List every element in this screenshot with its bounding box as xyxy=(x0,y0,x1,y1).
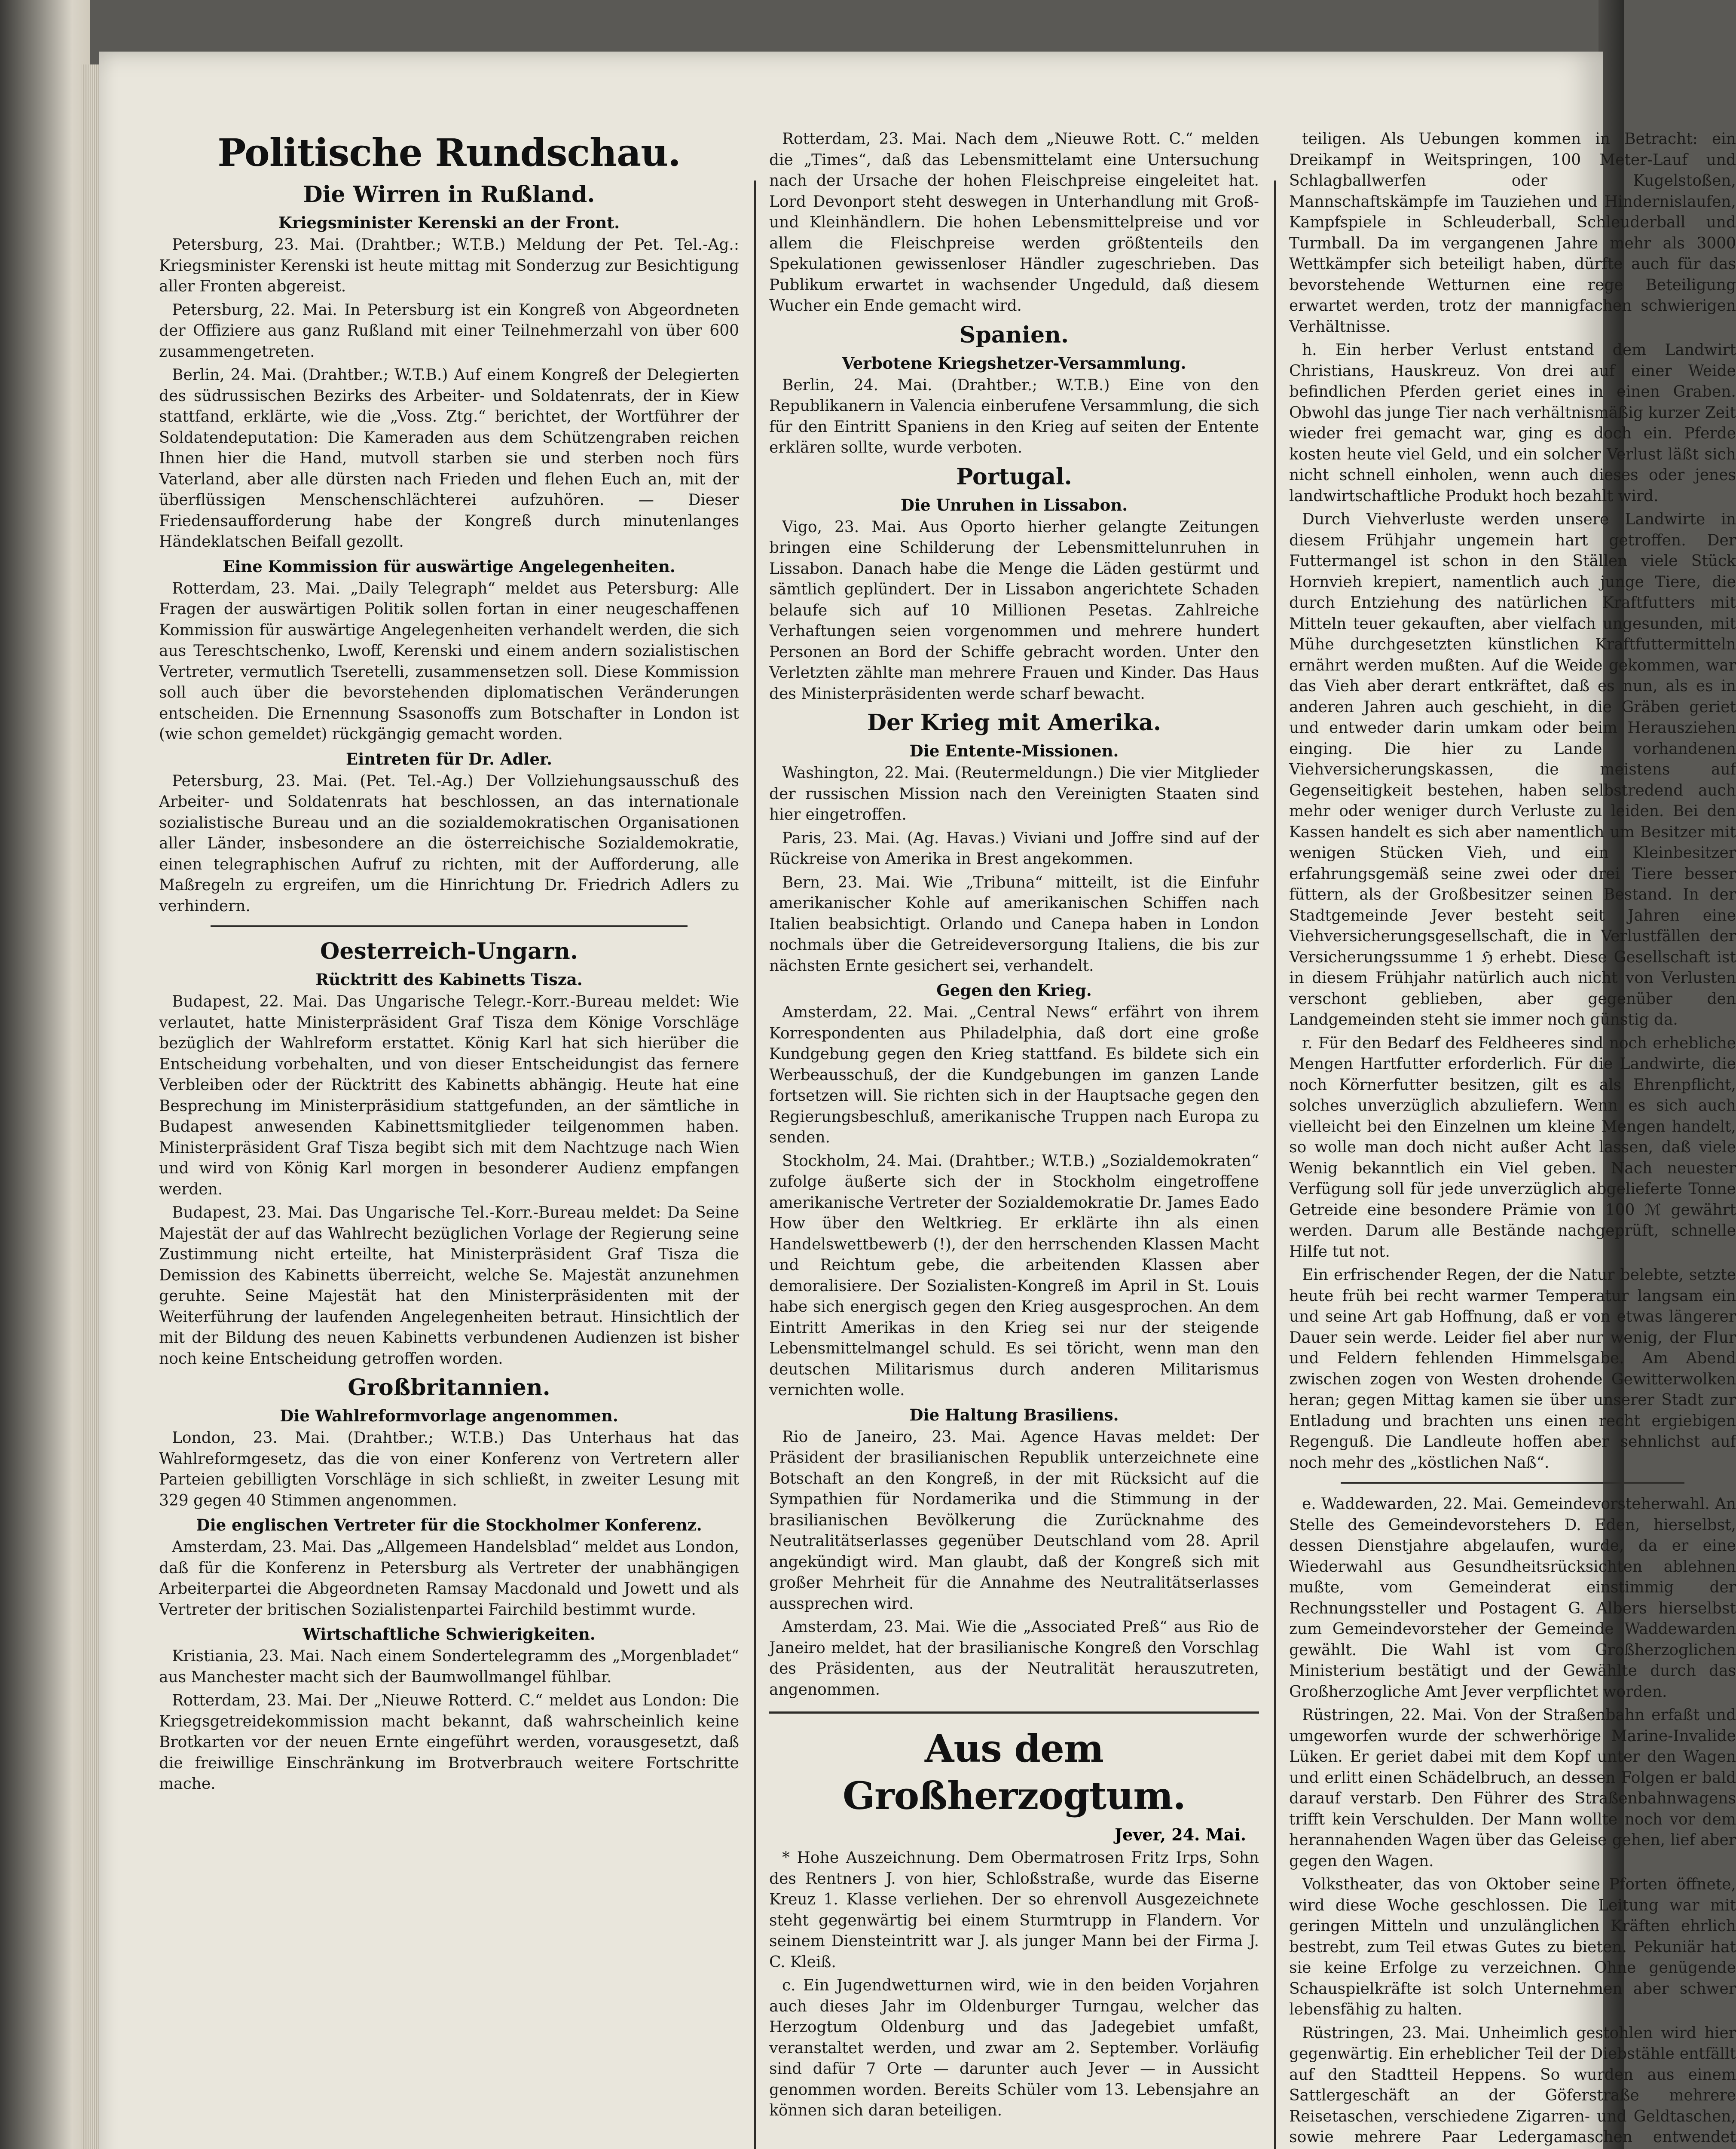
subheading: Die Unruhen in Lissabon. xyxy=(900,495,1128,514)
article-title: Oesterreich-Ungarn. xyxy=(320,938,578,964)
paragraph: Amsterdam, 22. Mai. „Central News“ erfährt von ihrem Korrespondenten aus Philadelphia, daß dort eine große Kundgebung gegen den Krieg stattfand. Es bildete sich ein Werbeausschuß, der die Kundgebungen im ganzen Lande fortsetzen will. Sie richten sich in der Hauptsache gegen den Regierungsbeschluß, amerikanische Truppen nach Europa zu senden. xyxy=(769,1004,1259,1146)
paragraph: Rotterdam, 23. Mai. „Daily Telegraph“ meldet aus Petersburg: Alle Fragen der auswärtigen Politik sollen fortan in einer neugeschaffenen Kommission für auswärtige Angelegenheiten verhandelt werden, die sich aus Tereschtschenko, Lwoff, Kerenski und einem andern sozialistischen Vertreter, vermutlich Tseretelli, zusammensetzen soll. Diese Kommission soll auch über die bevorstehenden diplomatischen Veränderungen entscheiden. Die Ernennung Ssasonoffs zum Botschafter in London ist (wie schon gemeldet) rückgängig gemacht worden. xyxy=(159,579,739,743)
subheading: Wirtschaftliche Schwierigkeiten. xyxy=(303,1625,596,1644)
article-title: Der Krieg mit Amerika. xyxy=(867,710,1161,736)
paragraph: Durch Viehverluste werden unsere Landwirte in diesem Frühjahr ungemein hart getroffen. Der Futtermangel ist schon in den Ställen viele Stück Hornvieh krepiert, namentlich auch junge Tiere, die durch Entziehung des natürlichen Kraftfutters mit Mitteln teuer gekauften, aber vielfach ungesunden, mit Mühe durchgesetzten künstlichen Kraftfuttermitteln ernährt werden mußten. Auf die Weide gekommen, war das Vieh aber derart entkräftet, daß es nun, als es in anderen Jahren auch geschieht, in die Gräben geriet und entweder darin umkam oder beim Herausziehen einging. Die hier zu Lande vorhandenen Viehversicherungskassen, die meistens auf Gegenseitigkeit bestehen, haben selbstredend auch mehr oder weniger durch Verluste zu leiden. Bei den Kassen handelt es sich aber namentlich um Besitzer mit wenigen Stücken Vieh, und ein Kleinbesitzer erfahrungsgemäß seine zwei oder drei Tiere besser füttern, als der Großbesitzer seinen Bestand. In der Stadtgemeinde Jever besteht seit Jahren eine Viehversicherungsgesellschaft, die in Verlustfällen der Versicherungssumme 1 ℌ erhebt. Diese Gesellschaft ist in diesem Frühjahr natürlich auch nicht von Verlusten verschont geblieben, aber gegenüber den Landgemeinden steht sie immer noch günstig da. xyxy=(1289,511,1736,1029)
divider xyxy=(1341,1482,1684,1484)
paragraph: r. Für den Bedarf des Feldheeres sind noch erhebliche Mengen Hartfutter erforderlich. Für die Landwirte, die noch Körnerfutter besitzen, gilt es als Ehrenpflicht, solches unverzüglich abzuliefern. Wenn es sich auch vielleicht bei den Einzelnen um kleine Mengen handelt, so wolle man doch nicht außer Acht lassen, daß viele Wenig bekanntlich ein Viel geben. Nach neuester Verfügung soll für jede unverzüglich abgelieferte Tonne Getreide eine besondere Prämie von 100 ℳ gewährt werden. Darum alle Bestände nachgeprüft, schnelle Hilfe tut not. xyxy=(1289,1034,1736,1261)
dateline: Jever, 24. Mai. xyxy=(1115,1825,1246,1844)
article-title: Großbritannien. xyxy=(348,1375,550,1401)
subheading: Die Entente-Missionen. xyxy=(909,741,1119,760)
paragraph: Petersburg, 22. Mai. In Petersburg ist ein Kongreß von Abgeordneten der Offiziere aus ganz Rußland mit einer Teilnehmerzahl von über 600 zusammengetreten. xyxy=(159,301,739,361)
paragraph: Rüstringen, 22. Mai. Von der Straßenbahn erfaßt und umgeworfen wurde der schwerhörige Marine-Invalide Lüken. Er geriet dabei mit dem Kopf unter den Wagen und erlitt einen Schädelbruch, an dessen Folgen er bald darauf verstarb. Den Führer des Straßenbahnwagens trifft kein Verschulden. Der Mann wollte noch vor dem herannahenden Wagen über das Geleise gehen, lief aber gegen den Wagen. xyxy=(1289,1706,1736,1870)
paragraph: Budapest, 23. Mai. Das Ungarische Tel.-Korr.-Bureau meldet: Da Seine Majestät der auf das Wahlrecht bezüglichen Vorlage der Regierung seine Zustimmung nicht erteilte, hat Ministerpräsident Graf Tisza die Demission des Kabinetts überreicht, welche Se. Majestät anzunehmen geruhte. Seine Majestät hat den Ministerpräsidenten mit der Weiterführung der laufenden Angelegenheiten betraut. Hinsichtlich der mit der Bildung des neuen Kabinetts verbundenen Audienzen ist bisher noch keine Entscheidung getroffen worden. xyxy=(159,1204,739,1368)
column-1 xyxy=(159,129,739,1797)
paragraph: Budapest, 22. Mai. Das Ungarische Telegr.-Korr.-Bureau meldet: Wie verlautet, hatte Ministerpräsident Graf Tisza dem Könige Vorschläge bezüglich der Wahlreform erstattet. König Karl hat sich hierüber die Entscheidung vorbehalten, und von dieser Entscheidungist das fernere Verbleiben oder der Rücktritt des Kabinetts abhängig. Heute hat eine Besprechung im Ministerpräsidium stattgefunden, an der sämtliche in Budapest anwesenden Kabinettsmitglieder teilgenommen haben. Ministerpräsident Graf Tisza begibt sich mit dem Nachtzuge nach Wien und wird von König Karl morgen in besonderer Audienz empfangen werden. xyxy=(159,993,739,1198)
paragraph: Berlin, 24. Mai. (Drahtber.; W.T.B.) Eine von den Republikanern in Valencia einberufene Versammlung, die sich für den Eintritt Spaniens in den Krieg auf seiten der Entente erklären sollte, wurde verboten. xyxy=(769,376,1259,456)
subheading: Eintreten für Dr. Adler. xyxy=(346,749,552,768)
paragraph: * Hohe Auszeichnung. Dem Obermatrosen Fritz Irps, Sohn des Rentners J. von hier, Schloßstraße, wurde das Eiserne Kreuz 1. Klasse verliehen. Der so ehrenvoll Ausgezeichnete steht gegenwärtig bei einem Sturmtrupp in Flandern. Vor seinem Diensteintritt war J. als junger Mann bei der Firma J. C. Kleiß. xyxy=(769,1849,1259,1971)
paragraph: Stockholm, 24. Mai. (Drahtber.; W.T.B.) „Sozialdemokraten“ zufolge äußerte sich der in Stockholm eingetroffene amerikanische Vertreter der Sozialdemokratie Dr. James Eado How über den Weltkrieg. Er erklärte ihn als einen Handelswettbewerb (!), der den herrschenden Klassen Macht und Reichtum gebe, die arbeitenden Klassen aber demoralisiere. Der Sozialisten-Kongreß im April in St. Louis habe sich energisch gegen den Krieg ausgesprochen. An dem Eintritt Amerikas in den Krieg sei nur der steigende Lebensmittelmangel schuld. Es sei töricht, wenn man den deutschen Militarismus durch anderen Militarismus vernichten wolle. xyxy=(769,1152,1259,1399)
paragraph: Volkstheater, das von Oktober seine Pforten öffnete, wird diese Woche geschlossen. Die Leitung war mit geringen Mitteln und unzulänglichen Kräften ehrlich bestrebt, zum Teil etwas Gutes zu bieten. Pekuniär hat sie keine Erfolge zu verzeichnen. Ohne genügende Schauspielkräfte ist solch Unternehmen aber schwer lebensfähig zu halten. xyxy=(1289,1876,1736,2018)
paragraph: c. Ein Jugendwetturnen wird, wie in den beiden Vorjahren auch dieses Jahr im Oldenburger Turngau, welcher das Herzogtum Oldenburg und das Jadegebiet umfaßt, veranstaltet werden, und zwar am 2. September. Vorläufig sind dafür 7 Orte — darunter auch Jever — in Aussicht genommen worden. Bereits Schüler vom 13. Lebensjahre an können sich daran beteiligen. xyxy=(769,1977,1259,2119)
page-stack-edge xyxy=(82,64,99,2149)
book-binding xyxy=(0,0,90,2149)
paragraph: Rüstringen, 23. Mai. Unheimlich gestohlen wird hier gegenwärtig. Ein erheblicher Teil der Diebstähle entfällt auf den Stadtteil Heppens. So wurden aus einem Sattlergeschäft an der Göferstraße mehrere Reisetaschen, verschiedene Zigarren- und Geldtaschen, sowie mehrere Paar Ledergamaschen entwendet xyxy=(1289,2024,1736,2146)
paragraph: Washington, 22. Mai. (Reutermeldungn.) Die vier Mitglieder der russischen Mission nach den Vereinigten Staaten sind hier eingetroffen. xyxy=(769,764,1259,823)
section-heading: Politische Rundschau. xyxy=(217,130,681,175)
article-title: Spanien. xyxy=(959,321,1069,348)
divider xyxy=(211,925,688,927)
subheading: Gegen den Krieg. xyxy=(936,981,1092,1000)
paragraph: Kristiania, 23. Mai. Nach einem Sondertelegramm des „Morgenbladet“ aus Manchester macht sich der Baumwollmangel fühlbar. xyxy=(159,1647,739,1686)
paragraph: Paris, 23. Mai. (Ag. Havas.) Viviani und Joffre sind auf der Rückreise von Amerika in Brest angekommen. xyxy=(769,829,1259,868)
subheading: Kriegsminister Kerenski an der Front. xyxy=(278,213,620,232)
paragraph: Rio de Janeiro, 23. Mai. Agence Havas meldet: Der Präsident der brasilianischen Republik unterzeichnete eine Botschaft an den Kongreß, in der mit Rücksicht auf die Sympathien für Nordamerika und die Stimmung in der brasilianischen Bevölkerung die Zurücknahme des Neutralitätserlasses gegenüber Deutschland vom 28. April angekündigt wird. Man glaubt, daß der Kongreß sich mit großer Mehrheit für die Annahme des Neutralitätserlasses aussprechen wird. xyxy=(769,1428,1259,1613)
paragraph: Berlin, 24. Mai. (Drahtber.; W.T.B.) Auf einem Kongreß der Delegierten des südrussischen Bezirks des Arbeiter- und Soldatenrats, der in Kiew stattfand, erklärte, wie die „Voss. Ztg.“ berichtet, der Wortführer der Soldatendeputation: Die Kameraden aus dem Schützengraben reichen Ihnen hier die Hand, mutvoll starben sie und sterben noch fürs Vaterland, aber alle dürsten nach Frieden und flehen Euch an, mit der überflüssigen Menschenschlächterei aufzuhören. — Dieser Friedensaufforderung habe der Kongreß durch minutenlanges Händeklatschen Beifall gezollt. xyxy=(159,366,739,551)
subheading: Die Wahlreformvorlage angenommen. xyxy=(280,1406,618,1425)
paragraph: e. Waddewarden, 22. Mai. Gemeindevorsteherwahl. An Stelle des Gemeindevorstehers D. Eden, hierselbst, dessen Dienstjahre abgelaufen, wurde, da er eine Wiederwahl aus Gesundheitsrücksichten ablehnen mußte, vom Gemeinderat einstimmig der Rechnungssteller und Postagent G. Albers hierselbst zum Gemeindevorsteher der Gemeinde Waddewarden gewählt. Die Wahl ist vom Großherzoglichen Ministerium bestätigt und der Gewählte durch das Großherzogliche Amt Jever verpflichtet worden. xyxy=(1289,1495,1736,1701)
article-title: Die Wirren in Rußland. xyxy=(303,181,595,208)
newspaper-page xyxy=(99,52,1736,2149)
paragraph: Rotterdam, 23. Mai. Nach dem „Nieuwe Rott. C.“ melden die „Times“, daß das Lebensmittelamt eine Untersuchung nach der Ursache der hohen Fleischpreise eingeleitet hat. Lord Devonport steht deswegen in Unterhandlung mit Groß- und Kleinhändlern. Die hohen Lebensmittelpreise und vor allem die Fleischpreise werden größtenteils den Spekulationen gewissenloser Händler zugeschrieben. Das Publikum erwartet in wachsender Ungeduld, daß diesem Wucher ein Ende gemacht wird. xyxy=(769,130,1259,315)
divider xyxy=(769,1711,1259,1714)
paragraph: teiligen. Als Uebungen kommen in Betracht: ein Dreikampf in Weitspringen, 100 Meter-Lauf und Schlagballwerfen oder Kugelstoßen, Mannschaftskämpfe im Tauziehen und Hindernislaufen, Kampfspiele in Schleuderball, Schleuderball und Turmball. Da im vergangenen Jahre mehr als 3000 Wettkämpfer sich beteiligt haben, dürfte auch für das bevorstehende Wetturnen eine rege Beteiligung erwartet werden, trotz der mannigfachen schwierigen Verhältnisse. xyxy=(1289,130,1736,336)
paragraph: London, 23. Mai. (Drahtber.; W.T.B.) Das Unterhaus hat das Wahlreformgesetz, das die von einer Konferenz von Vertretern aller Parteien gebilligten Vorschläge in sich schließt, in zweiter Lesung mit 329 gegen 40 Stimmen angenommen. xyxy=(159,1429,739,1509)
paragraph: Ein erfrischender Regen, der die Natur belebte, setzte heute früh bei recht warmer Temperatur langsam ein und seine Art gab Hoffnung, daß er von etwas längerer Dauer sein werde. Leider fiel aber nur wenig, der Flur und Feldern fehlenden Himmelsgabe. Am Abend zwischen zogen von Westen drohende Gewitterwolken heran; gegen Mittag kamen sie über unserer Stadt zur Entladung und brachten uns einen recht ergiebigen Regenguß. Die Landleute hoffen aber sehnlichst auf noch mehr des „köstlichen Naß“. xyxy=(1289,1266,1736,1472)
subheading: Die Haltung Brasiliens. xyxy=(909,1405,1119,1424)
paragraph: Amsterdam, 23. Mai. Das „Allgemeen Handelsblad“ meldet aus London, daß für die Konferenz in Petersburg als Vertreter der unabhängigen Arbeiterpartei die Abgeordneten Ramsay Macdonald und Jowett und als Vertreter der britischen Sozialistenpartei Fairchild bestimmt wurde. xyxy=(159,1538,739,1619)
column-2 xyxy=(769,129,1259,2124)
paragraph: Bern, 23. Mai. Wie „Tribuna“ mitteilt, ist die Einfuhr amerikanischer Kohle auf amerikanischen Schiffen nach Italien beabsichtigt. Orlando und Canepa haben in London nochmals über die Getreideversorgung Italiens, die bis zur nächsten Ernte gesichert sei, verhandelt. xyxy=(769,873,1259,975)
section-heading: Aus dem Großherzogtum. xyxy=(843,1726,1186,1818)
column-3 xyxy=(1289,129,1736,2149)
column-rule xyxy=(754,181,756,2149)
subheading: Verbotene Kriegshetzer-Versammlung. xyxy=(842,353,1186,373)
paragraph: h. Ein herber Verlust entstand dem Landwirt Christians, Hauskreuz. Von drei auf einer Weide befindlichen Pferden geriet eines in einen Graben. Obwohl das junge Tier nach verhältnismäßig kurzer Zeit wieder frei gemacht war, ging es doch ein. Pferde kosten heute viel Geld, und ein solcher Verlust läßt sich nicht schnell einholen, wenn auch dieses oder jenes landwirtschaftliche Produkt hoch bezahlt wird. xyxy=(1289,341,1736,505)
paragraph: Rotterdam, 23. Mai. Der „Nieuwe Rotterd. C.“ meldet aus London: Die Kriegsgetreidekommission macht bekannt, daß wahrscheinlich keine Brotkarten vor der neuen Ernte eingeführt werden, vorausgesetzt, daß die freiwillige Einschränkung im Brotverbrauch weitere Fortschritte mache. xyxy=(159,1692,739,1793)
paragraph: Petersburg, 23. Mai. (Drahtber.; W.T.B.) Meldung der Pet. Tel.-Ag.: Kriegsminister Kerenski ist heute mittag mit Sonderzug zur Besichtigung aller Fronten abgereist. xyxy=(159,236,739,295)
subheading: Rücktritt des Kabinetts Tisza. xyxy=(315,970,583,989)
paragraph: Petersburg, 23. Mai. (Pet. Tel.-Ag.) Der Vollziehungsausschuß des Arbeiter- und Soldatenrats hat beschlossen, an das internationale sozialistische Bureau und an die sozialdemokratischen Organisationen aller Länder, insbesondere an die österreichische Sozialdemokratie, einen telegraphischen Aufruf zu richten, mit der Aufforderung, alle Maßregeln zu ergreifen, um die Hinrichtung Dr. Friedrich Adlers zu verhindern. xyxy=(159,772,739,915)
paragraph: Amsterdam, 23. Mai. Wie die „Associated Preß“ aus Rio de Janeiro meldet, hat der brasilianische Kongreß den Vorschlag des Präsidenten, aus der Neutralität herauszutreten, angenommen. xyxy=(769,1618,1259,1699)
subheading: Eine Kommission für auswärtige Angelegenheiten. xyxy=(223,557,675,576)
paragraph: Vigo, 23. Mai. Aus Oporto hierher gelangte Zeitungen bringen eine Schilderung der Lebensmittelunruhen in Lissabon. Danach habe die Menge die Läden gestürmt und sämtlich geplündert. Der in Lissabon angerichtete Schaden belaufe sich auf 10 Millionen Pesetas. Zahlreiche Verhaftungen seien vorgenommen und mehrere hundert Personen an Bord der Schiffe gebracht worden. Unter den Verletzten zählte man mehrere Frauen und Kinder. Das Haus des Ministerpräsidenten werde scharf bewacht. xyxy=(769,518,1259,703)
subheading: Die englischen Vertreter für die Stockholmer Konferenz. xyxy=(196,1515,702,1534)
article-title: Portugal. xyxy=(956,463,1072,490)
column-rule xyxy=(1274,181,1276,2149)
